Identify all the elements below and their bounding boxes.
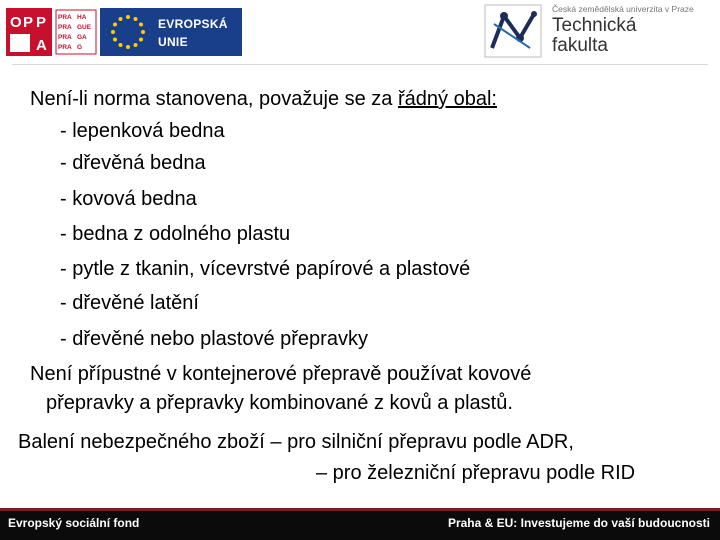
slide-footer [0,508,720,540]
opp-grid-3b: GA [77,34,87,41]
note-line-1: Není přípustné v kontejnerové přepravě používat kovové [30,363,532,385]
eu-logo-line2: UNIE [158,35,188,49]
list-item: - dřevěné nebo plastové přepravky [60,328,368,350]
list-item: - dřevěné latění [60,292,199,314]
list-item: - bedna z odolného plastu [60,223,291,245]
faculty-name-line1: Technická [552,15,637,36]
eu-logo-line1: EVROPSKÁ [158,17,228,31]
list-item: - pytle z tkanin, vícevrstvé papírové a plastové [60,258,471,280]
opp-grid-2a: PRA [58,24,72,31]
opp-grid-4b: G [77,44,83,51]
faculty-emblem-icon [484,4,542,58]
dangerous-goods-line-2: – pro železniční přepravu podle RID [316,462,636,484]
note-line-2: přepravky a přepravky kombinované z kovů a plastů. [46,392,513,414]
list-item: - lepenková bedna [60,120,225,142]
opp-grid-3a: PRA [58,34,72,41]
intro-underlined: řádný obal: [397,88,497,110]
university-name: Česká zemědělská univerzita v Praze [552,4,694,14]
footer-left-text: Evropský sociální fond [8,516,140,530]
eu-stars-icon [106,12,150,52]
header-divider [12,64,708,65]
opp-grid-1b: HA [77,14,87,21]
slide-header [0,0,720,62]
opp-grid-2b: GUE [77,24,92,31]
opp-grid-1a: PRA [58,14,72,21]
opp-letter-p2: P [36,14,47,31]
list-item: - dřevěná bedna [60,152,206,174]
opp-praha-logo [6,8,98,56]
opp-letter-o: O [10,14,22,31]
opp-letter-p1: P [23,14,34,31]
list-item: - kovová bedna [60,188,197,210]
opp-letter-a: A [36,37,47,54]
dangerous-goods-line-1: Balení nebezpečného zboží – pro silniční přepravu podle ADR, [18,431,574,453]
footer-right-text: Praha & EU: Investujeme do vaší budoucnosti [447,516,710,530]
eu-logo [100,8,242,56]
intro-text: Není-li norma stanovena, považuje se za [30,88,398,110]
intro-line [30,87,497,111]
faculty-name-line2: fakulta [552,35,608,56]
footer-accent-rule [0,508,720,511]
opp-grid-4a: PRA [58,44,72,51]
